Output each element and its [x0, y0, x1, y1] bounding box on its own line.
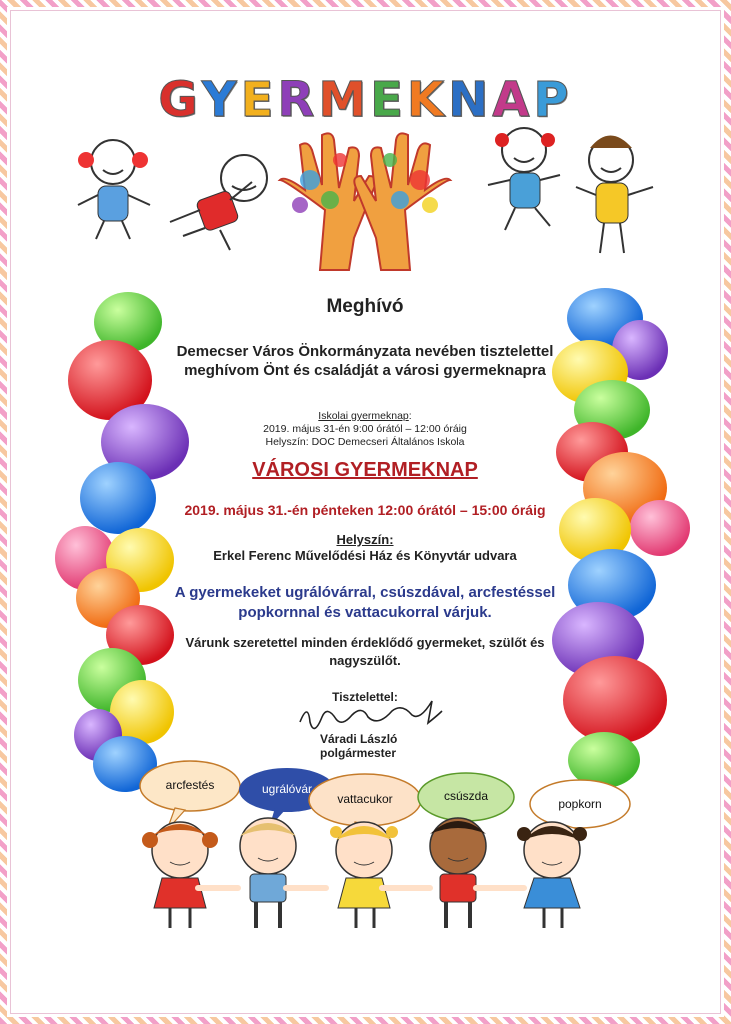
regards: Tisztelettel:: [332, 690, 398, 704]
painted-hand-icon: [354, 133, 450, 270]
title-letter: N: [448, 72, 493, 128]
balloon-icon: [552, 288, 690, 788]
bubble-label-bouncy-castle: ugrálóvár: [261, 782, 313, 796]
title-letter: R: [277, 72, 319, 128]
location-label: Helyszín:: [336, 532, 394, 547]
invitation-intro: Demecser Város Önkormányzata nevében tisztelettel meghívom Önt és családját a városi gyermeknapra: [176, 343, 554, 379]
child-icon: [78, 140, 150, 239]
child-icon: [517, 822, 587, 928]
child-icon: [142, 822, 218, 928]
activities-offer: A gyermekeket ugrálóvárral, csúszdával, arcfestéssel popkornnal és vattacukorral várjuk.: [174, 584, 556, 621]
child-icon: [330, 822, 398, 928]
signature-icon: [300, 701, 442, 728]
signer-name: Váradi László: [320, 732, 398, 746]
bubble-label-face-painting: arcfestés: [165, 778, 215, 792]
school-event-title: Iskolai gyermeknap:: [318, 410, 412, 422]
title-letter: P: [533, 72, 573, 128]
invitation-heading: Meghívó: [326, 296, 404, 317]
title-letter: E: [240, 72, 278, 128]
bubble-label-popcorn: popkorn: [558, 797, 602, 811]
main-event-date: 2019. május 31.-én pénteken 12:00 órától – 15:00 óráig: [184, 502, 546, 518]
main-event-title: VÁROSI GYERMEKNAP: [252, 459, 478, 481]
bubble-label-slide: csúszda: [443, 789, 489, 803]
school-event-title-text: Iskolai gyermeknap: [318, 410, 409, 422]
title-letter: A: [492, 72, 534, 128]
welcome-message: Várunk szeretettel minden érdeklődő gyermeket, szülőt és nagyszülőt.: [185, 635, 545, 668]
school-event-place: Helyszín: DOC Demecseri Általános Iskola: [265, 436, 465, 448]
bubble-label-cotton-candy: vattacukor: [337, 792, 393, 806]
title-letter: G: [158, 72, 202, 128]
title-letter: K: [406, 72, 449, 128]
school-event-time: 2019. május 31-én 9:00 órától – 12:00 óráig: [263, 423, 467, 435]
title-letter: E: [370, 72, 407, 128]
child-icon: [576, 136, 653, 254]
title-letter: M: [318, 72, 371, 128]
location-value: Erkel Ferenc Művelődési Ház és Könyvtár udvara: [213, 548, 517, 563]
child-icon: [488, 128, 560, 230]
signer-role: polgármester: [320, 746, 397, 760]
child-icon: [170, 155, 267, 250]
title-letter: Y: [201, 72, 241, 128]
child-icon: [240, 818, 296, 928]
child-icon: [430, 818, 486, 928]
